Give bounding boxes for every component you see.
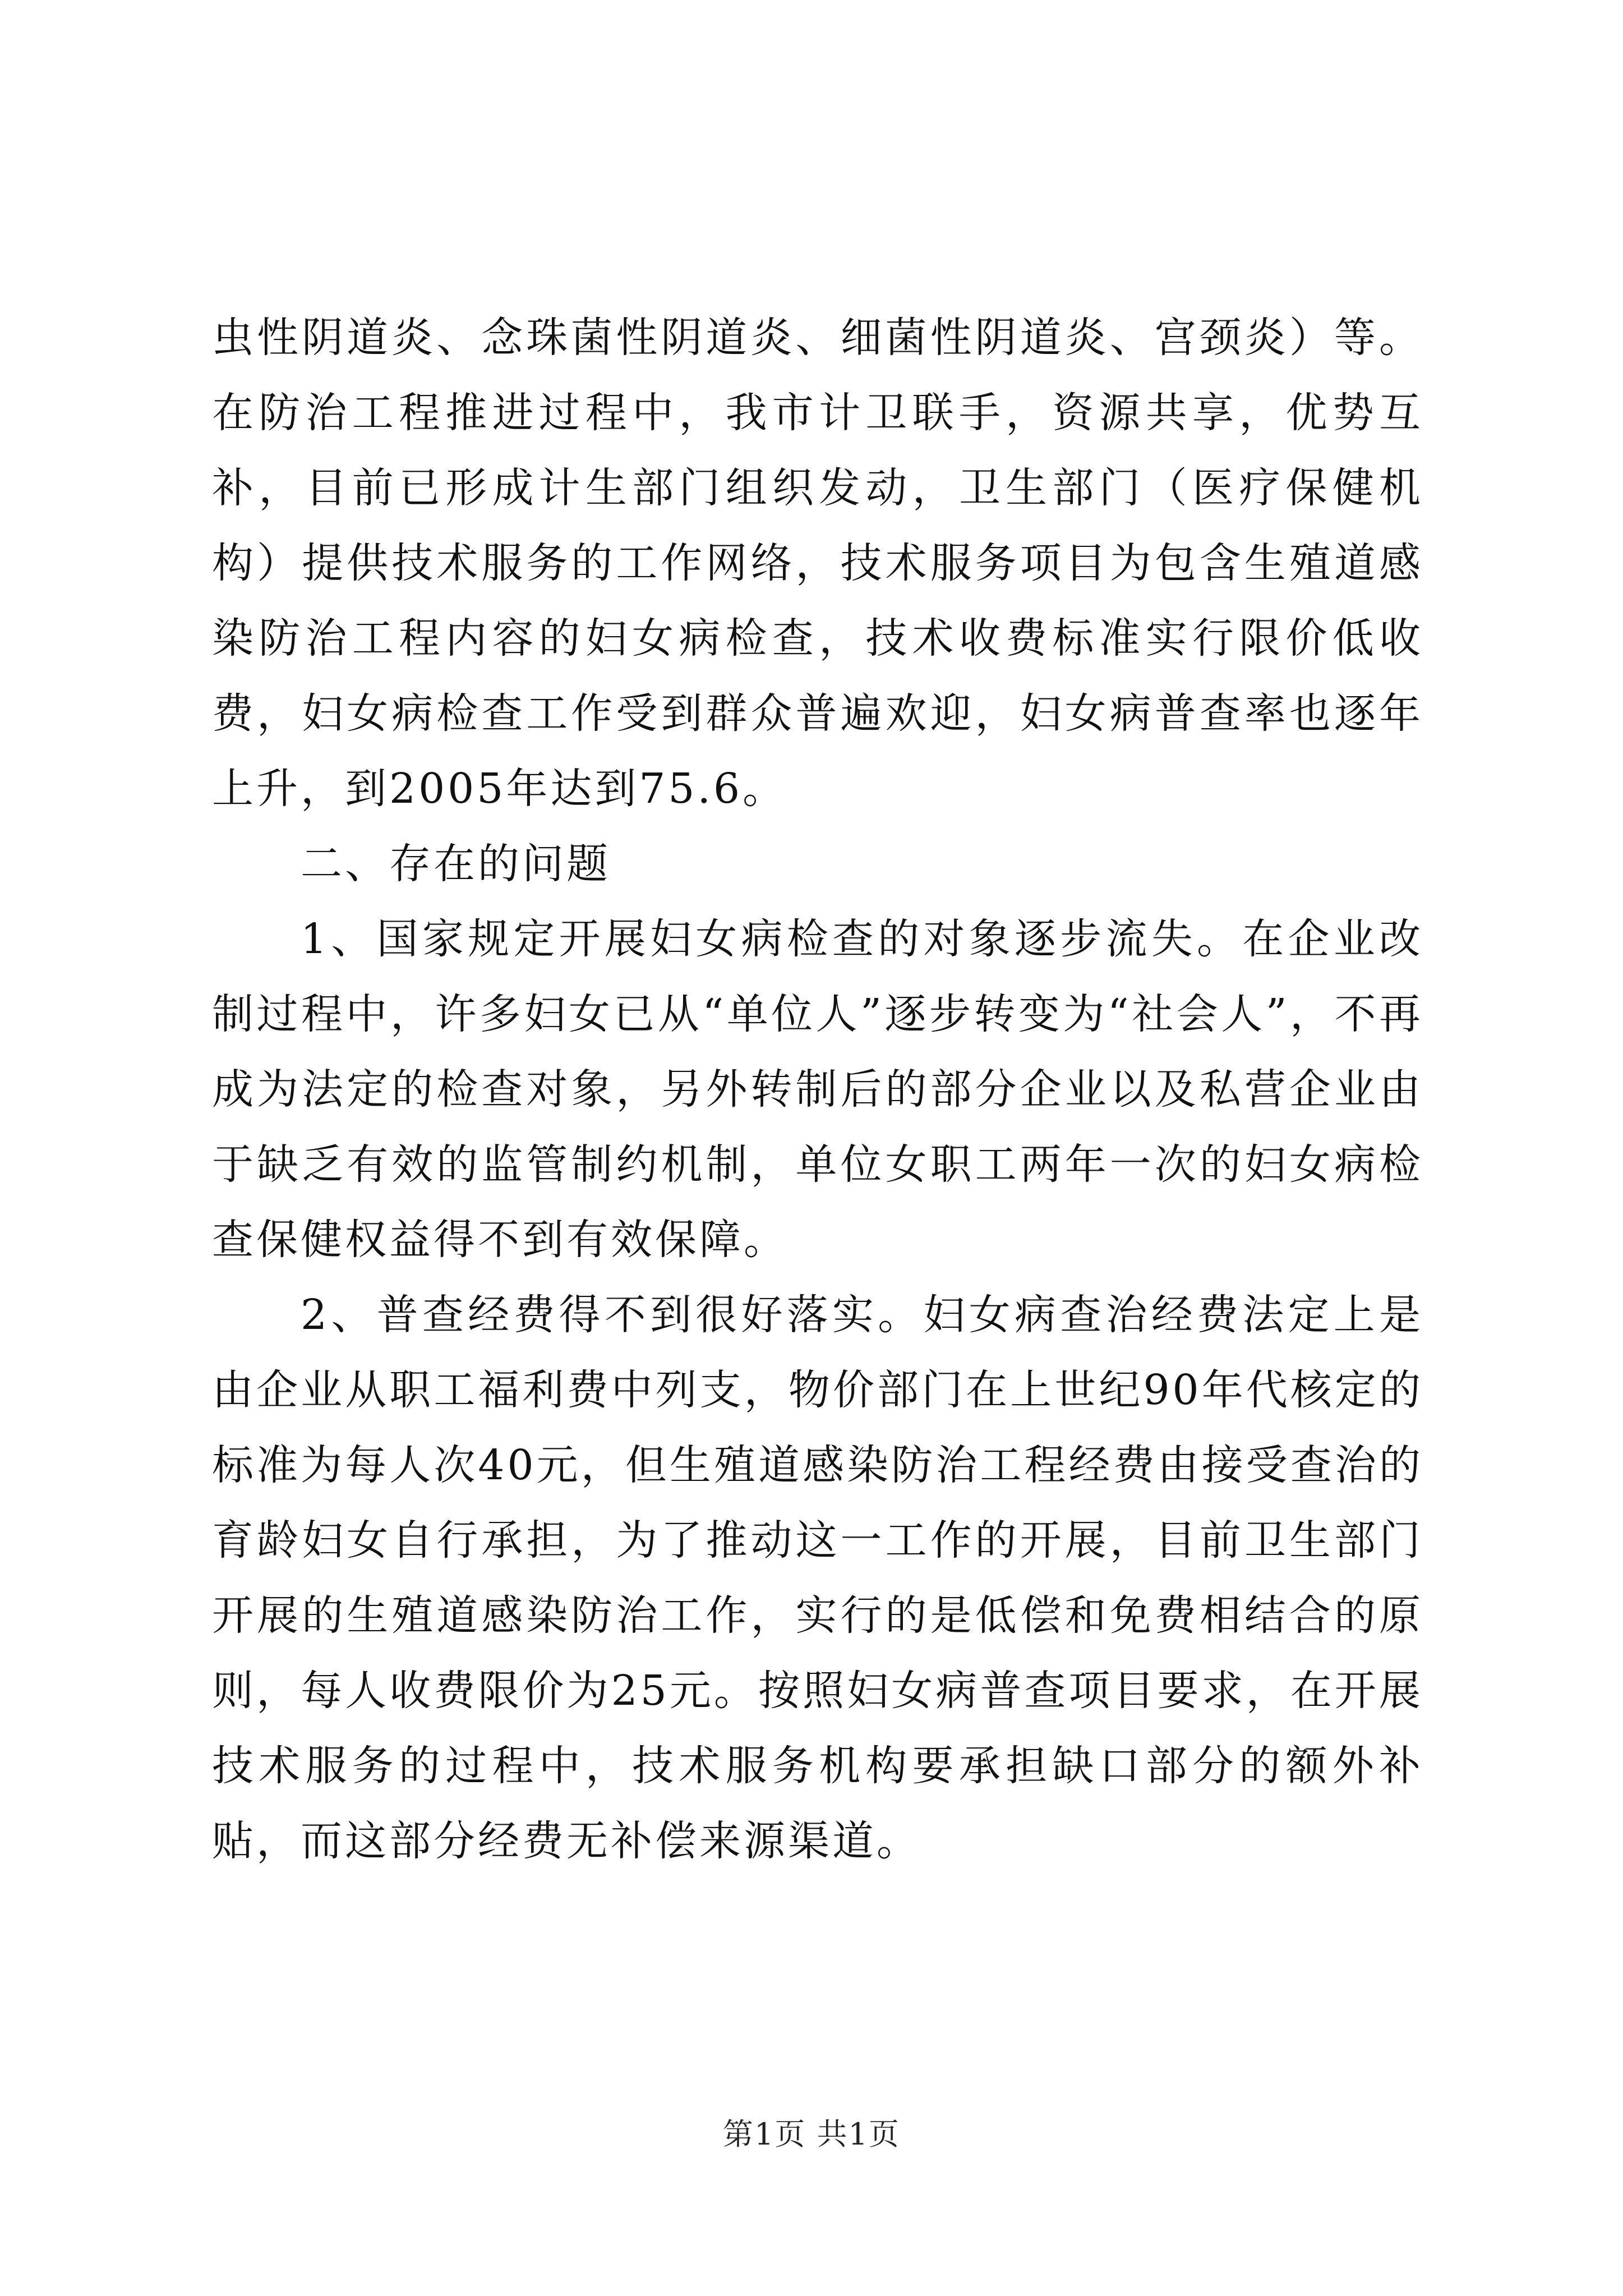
section-heading: 二、存在的问题 bbox=[301, 840, 611, 888]
paragraph-problem-1: 1、国家规定开展妇女病检查的对象逐步流失。在企业改制过程中，许多妇女已从“单位人”逐步转变为“社会人”，不再成为法定的检查对象，另外转制后的部分企业以及私营企业由于缺乏有效的监管制约机制，单位女职工两年一次的妇女病检查保健权益得不到有效保障。 bbox=[212, 915, 1423, 1264]
paragraph-problem-2: 2、普查经费得不到很好落实。妇女病查治经费法定上是由企业从职工福利费中列支，物价部门在上世纪90年代核定的标准为每人次40元，但生殖道感染防治工程经费由接受查治的育龄妇女自行承担，为了推动这一工作的开展，目前卫生部门开展的生殖道感染防治工作，实行的是低偿和免费相结合的原则，每人收费限价为25元。按照妇女病普查项目要求，在开展技术服务的过程中，技术服务机构要承担缺口部分的额外补贴，而这部分经费无补偿来源渠道。 bbox=[212, 1291, 1423, 1865]
page-footer: 第1页 共1页 bbox=[723, 2116, 900, 2152]
paragraph-continuation: 虫性阴道炎、念珠菌性阴道炎、细菌性阴道炎、宫颈炎）等。在防治工程推进过程中，我市计卫联手，资源共享，优势互补，目前已形成计生部门组织发动，卫生部门（医疗保健机构）提供技术服务的工作网络，技术服务项目为包含生殖道感染防治工程内容的妇女病检查，技术收费标准实行限价低收费，妇女病检查工作受到群众普遍欢迎，妇女病普查率也逐年上升，到2005年达到75.6。 bbox=[212, 314, 1423, 813]
body-text bbox=[212, 300, 1423, 1879]
